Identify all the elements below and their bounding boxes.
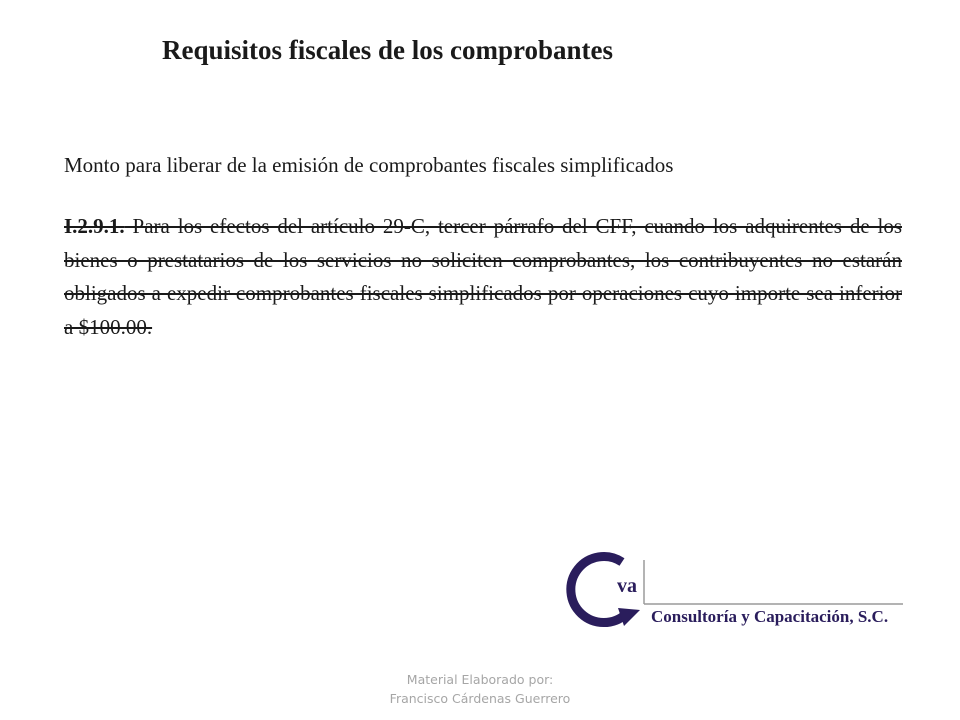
footer-line-1: Material Elaborado por: bbox=[406, 672, 554, 687]
page-title: Requisitos fiscales de los comprobantes bbox=[162, 35, 614, 65]
rule-text: Para los efectos del artículo 29-C, tercer párrafo del CFF, cuando los adquirentes de los bienes o prestatarios de los servicios no soliciten comprobantes, los contribuyentes no estarán obligados a expedir comprobantes fiscales simplificados por operaciones cuyo importe sea inferior a $100.00. bbox=[64, 214, 902, 339]
company-logo bbox=[560, 548, 905, 634]
logo-letters: va bbox=[617, 575, 637, 597]
section-subtitle: Monto para liberar de la emisión de comprobantes fiscales simplificados bbox=[64, 153, 674, 177]
logo-company-name: Consultoría y Capacitación, S.C. bbox=[651, 607, 889, 626]
rule-paragraph bbox=[64, 210, 902, 344]
footer-credit bbox=[330, 670, 630, 708]
footer-line-2: Francisco Cárdenas Guerrero bbox=[389, 691, 571, 706]
rule-number: I.2.9.1. bbox=[64, 214, 125, 238]
